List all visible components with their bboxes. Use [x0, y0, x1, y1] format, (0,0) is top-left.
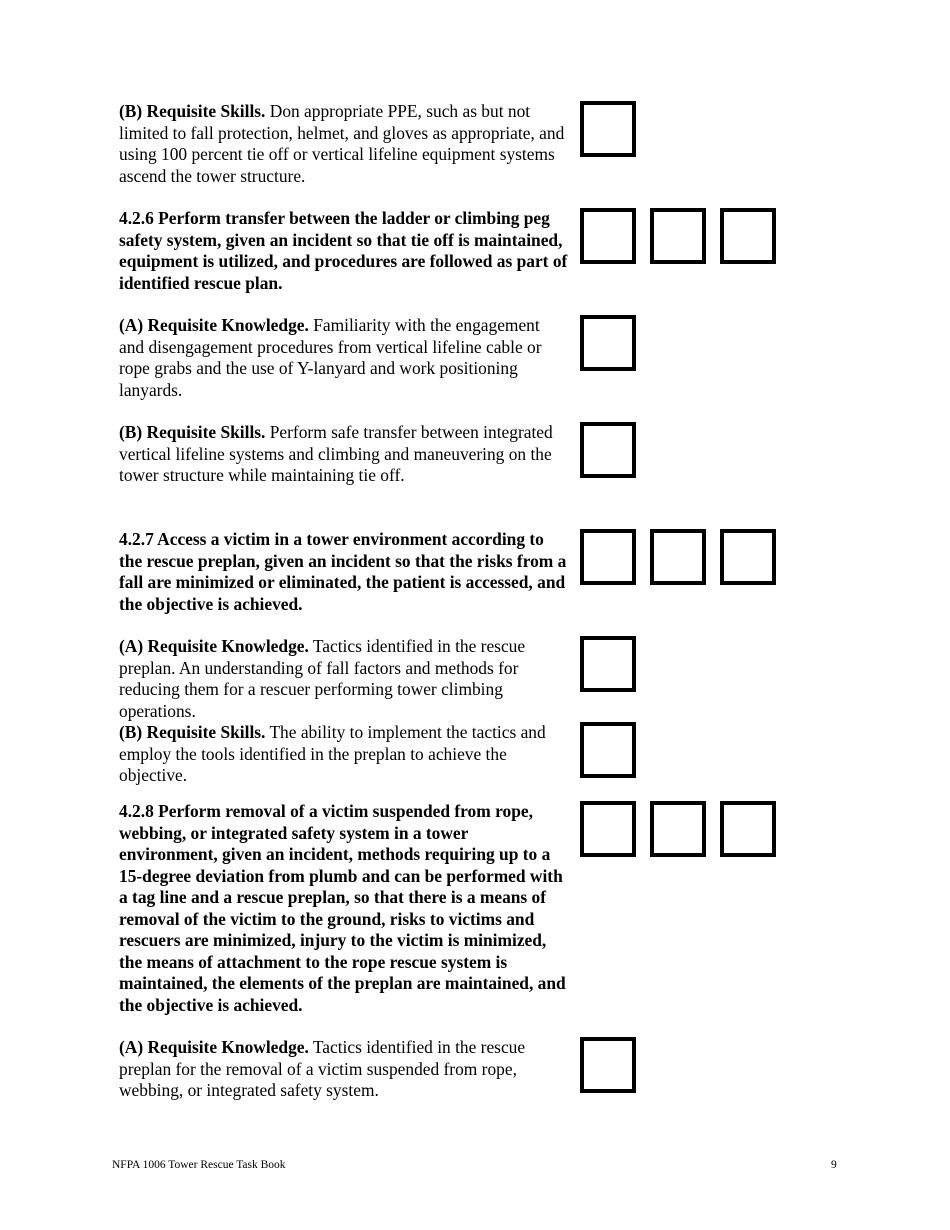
section-text: Tactics identified in the rescue preplan for the removal of a victim suspended from rope, webbing, or integrated safety system.: [119, 1037, 526, 1100]
section-label: (A) Requisite Knowledge.: [119, 636, 309, 656]
section-text: Perform safe transfer between integrated vertical lifeline systems and climbing and maneuvering on the tower structure while maintaining tie off.: [119, 422, 553, 485]
a-requisite-knowledge-4-2-7: [119, 636, 569, 722]
b-requisite-skills-ascend: [119, 101, 569, 187]
section-label: (B) Requisite Skills.: [119, 422, 266, 442]
section-label: (B) Requisite Skills.: [119, 722, 266, 742]
heading-4-2-7: 4.2.7 Access a victim in a tower environment according to the rescue preplan, given an incident so that the risks from a fall are minimized or eliminated, the patient is accessed, and the objective is achieved.: [119, 529, 567, 614]
page-number: 9: [831, 1159, 837, 1171]
signoff-checkbox[interactable]: [580, 101, 636, 157]
signoff-checkbox[interactable]: [650, 529, 706, 585]
b-requisite-skills-4-2-7: [119, 722, 569, 787]
heading-4-2-8: 4.2.8 Perform removal of a victim suspended from rope, webbing, or integrated safety system in a tower environment, given an incident, methods requiring up to a 15-degree deviation from plumb and can be performed with a tag line and a rescue preplan, so that there is a means of removal of the victim to the ground, risks to victims and rescuers are minimized, injury to the victim is minimized, the means of attachment to the rope rescue system is maintained, the elements of the preplan are maintained, and the objective is achieved.: [119, 801, 566, 1015]
signoff-checkbox[interactable]: [580, 529, 636, 585]
signoff-checkbox[interactable]: [650, 208, 706, 264]
signoff-checkbox[interactable]: [650, 801, 706, 857]
signoff-checkbox[interactable]: [580, 1037, 636, 1093]
signoff-checkbox[interactable]: [580, 315, 636, 371]
section-text: The ability to implement the tactics and employ the tools identified in the preplan to achieve the objective.: [119, 722, 546, 785]
a-requisite-knowledge-4-2-6: [119, 315, 569, 401]
section-label: (B) Requisite Skills.: [119, 101, 266, 121]
b-requisite-skills-4-2-6: [119, 422, 569, 487]
signoff-checkbox[interactable]: [580, 722, 636, 778]
heading-4-2-6: 4.2.6 Perform transfer between the ladder or climbing peg safety system, given an incident so that tie off is maintained, equipment is utilized, and procedures are followed as part of identified rescue plan.: [119, 208, 568, 293]
signoff-checkbox[interactable]: [580, 636, 636, 692]
section-label: (A) Requisite Knowledge.: [119, 1037, 309, 1057]
signoff-checkbox[interactable]: [720, 529, 776, 585]
section-text: Familiarity with the engagement and disengagement procedures from vertical lifeline cable or rope grabs and the use of Y-lanyard and work positioning lanyards.: [119, 315, 542, 400]
footer-title: NFPA 1006 Tower Rescue Task Book: [112, 1159, 286, 1171]
a-requisite-knowledge-4-2-8: [119, 1037, 569, 1102]
signoff-checkbox[interactable]: [580, 208, 636, 264]
signoff-checkbox[interactable]: [580, 801, 636, 857]
signoff-checkbox[interactable]: [580, 422, 636, 478]
section-text: Don appropriate PPE, such as but not limited to fall protection, helmet, and gloves as appropriate, and using 100 percent tie off or vertical lifeline equipment systems ascend the tower structure.: [119, 101, 565, 186]
signoff-checkbox[interactable]: [720, 208, 776, 264]
signoff-checkbox[interactable]: [720, 801, 776, 857]
section-label: (A) Requisite Knowledge.: [119, 315, 309, 335]
section-text: Tactics identified in the rescue preplan. An understanding of fall factors and methods for reducing them for a rescuer performing tower climbing operations.: [119, 636, 526, 721]
